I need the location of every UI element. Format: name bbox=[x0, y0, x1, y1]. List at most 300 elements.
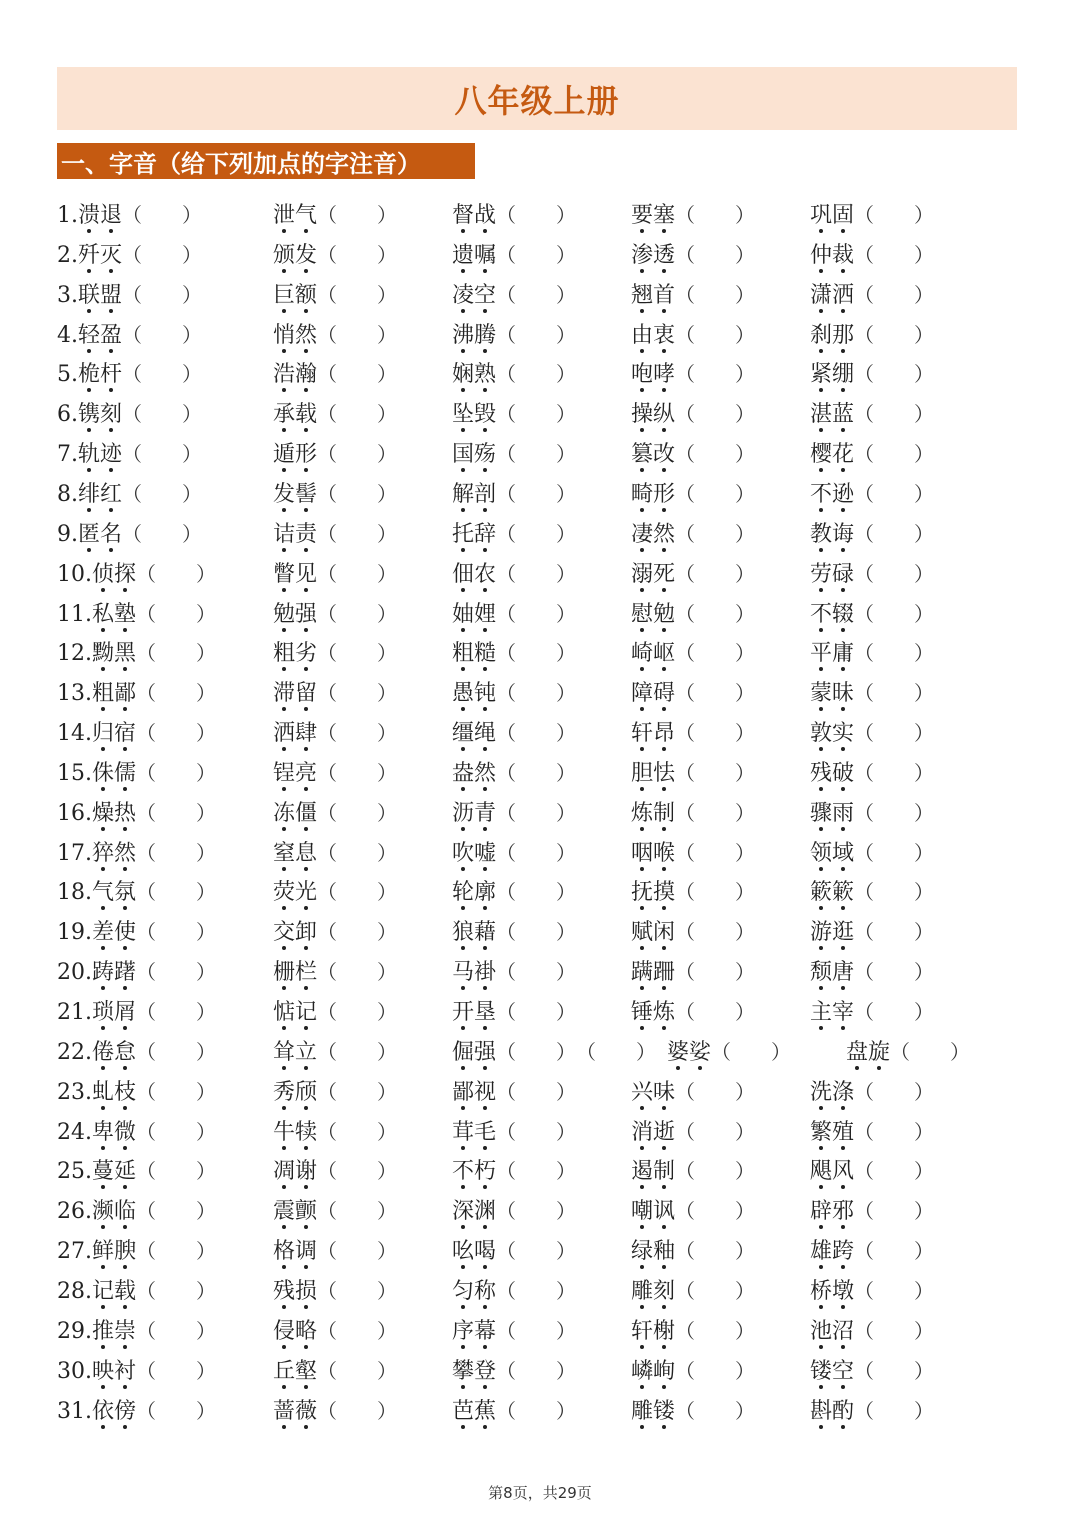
pinyin-answer-blank[interactable]: （ ） bbox=[675, 1079, 756, 1104]
pinyin-answer-blank[interactable]: （ ） bbox=[317, 362, 398, 387]
pinyin-answer-blank[interactable]: （ ） bbox=[496, 641, 577, 666]
pinyin-answer-blank[interactable]: （ ） bbox=[496, 1318, 577, 1343]
emphasis-dot-icon bbox=[109, 309, 113, 313]
emphasis-dot-icon bbox=[461, 548, 465, 552]
pinyin-answer-blank[interactable]: （ ） bbox=[317, 442, 398, 467]
emphasis-dot-icon bbox=[640, 229, 644, 233]
word-text: 发髻 bbox=[273, 481, 318, 507]
pinyin-answer-blank[interactable]: （ ） bbox=[317, 1358, 398, 1383]
word-text: 荧光 bbox=[273, 880, 318, 906]
pinyin-answer-blank[interactable]: （ ） bbox=[675, 242, 756, 267]
exercise-item bbox=[273, 275, 397, 315]
word-text: 鄙视 bbox=[452, 1079, 497, 1105]
emphasis-dot-icon bbox=[483, 667, 487, 671]
word-text: 颁发 bbox=[273, 242, 318, 268]
pinyin-answer-blank[interactable]: （ ） bbox=[136, 561, 217, 586]
emphasis-dot-icon bbox=[662, 867, 666, 871]
pinyin-answer-blank[interactable]: （ ） bbox=[136, 1039, 217, 1064]
pinyin-answer-blank[interactable]: （ ） bbox=[136, 760, 217, 785]
emphasis-dot-icon bbox=[282, 508, 286, 512]
exercise-item bbox=[810, 872, 934, 912]
target-word bbox=[810, 953, 854, 993]
pinyin-answer-blank[interactable]: （ ） bbox=[136, 960, 217, 985]
item-number: 31. bbox=[57, 1398, 92, 1424]
pinyin-answer-blank[interactable]: （ ） bbox=[317, 681, 398, 706]
word-text: 承载 bbox=[273, 402, 318, 428]
pinyin-answer-blank[interactable]: （ ） bbox=[675, 481, 756, 506]
pinyin-answer-blank[interactable]: （ ） bbox=[496, 721, 577, 746]
pinyin-answer-blank[interactable]: （ ） bbox=[675, 1318, 756, 1343]
exercise-item bbox=[273, 394, 397, 434]
target-word bbox=[452, 1272, 496, 1312]
emphasis-dot-icon bbox=[461, 309, 465, 313]
exercise-item bbox=[452, 1351, 576, 1391]
pinyin-answer-blank[interactable]: （ ） bbox=[496, 880, 577, 905]
word-text: 解剖 bbox=[452, 481, 497, 507]
pinyin-answer-blank[interactable]: （ ） bbox=[496, 402, 577, 427]
emphasis-dot-icon bbox=[841, 428, 845, 432]
pinyin-answer-blank[interactable]: （ ） bbox=[317, 760, 398, 785]
exercise-item bbox=[273, 434, 397, 474]
word-text: 秀颀 bbox=[273, 1079, 318, 1105]
pinyin-answer-blank[interactable]: （ ） bbox=[317, 402, 398, 427]
pinyin-answer-blank[interactable]: （ ） bbox=[136, 800, 217, 825]
pinyin-answer-blank[interactable]: （ ） bbox=[136, 1000, 217, 1024]
exercise-row bbox=[0, 1351, 1080, 1391]
pinyin-answer-blank[interactable]: （ ） bbox=[496, 681, 577, 706]
pinyin-answer-blank[interactable]: （ ） bbox=[496, 601, 577, 626]
pinyin-answer-blank[interactable]: （ ） bbox=[136, 1318, 217, 1343]
exercise-item bbox=[452, 235, 576, 275]
pinyin-answer-blank[interactable]: （ ） bbox=[675, 721, 756, 746]
word-text: 雄跨 bbox=[810, 1239, 855, 1265]
pinyin-answer-blank[interactable]: （ ） bbox=[854, 1159, 935, 1184]
pinyin-answer-blank[interactable]: （ ） bbox=[675, 521, 756, 546]
target-word bbox=[92, 913, 136, 953]
pinyin-answer-blank[interactable]: （ ） bbox=[317, 481, 398, 506]
pinyin-answer-blank[interactable]: （ ） bbox=[675, 1199, 756, 1224]
item-number: 30. bbox=[57, 1358, 92, 1384]
emphasis-dot-icon bbox=[282, 747, 286, 751]
target-word bbox=[631, 754, 675, 794]
pinyin-answer-blank[interactable]: （ ） bbox=[854, 1398, 935, 1423]
pinyin-answer-blank[interactable]: （ ） bbox=[496, 282, 577, 307]
exercise-item bbox=[57, 394, 202, 434]
exercise-row bbox=[0, 872, 1080, 912]
emphasis-dot-icon bbox=[123, 986, 127, 990]
exercise-item bbox=[631, 1311, 755, 1351]
pinyin-answer-blank[interactable]: （ ） bbox=[675, 840, 756, 865]
pinyin-answer-blank[interactable]: （ ） bbox=[122, 362, 203, 387]
target-word bbox=[452, 276, 496, 316]
word-text: 开垦 bbox=[452, 1000, 497, 1025]
pinyin-answer-blank[interactable]: （ ） bbox=[496, 1079, 577, 1104]
word-text: 斟酌 bbox=[810, 1398, 855, 1424]
pinyin-answer-blank[interactable]: （ ） bbox=[317, 1398, 398, 1423]
emphasis-dot-icon bbox=[101, 1066, 105, 1070]
pinyin-answer-blank[interactable]: （ ） bbox=[854, 322, 935, 347]
target-word bbox=[273, 595, 317, 635]
item-number: 26. bbox=[57, 1199, 92, 1225]
exercise-item bbox=[810, 793, 934, 833]
pinyin-answer-blank[interactable]: （ ） bbox=[317, 1239, 398, 1264]
pinyin-answer-blank[interactable]: （ ） bbox=[136, 1159, 217, 1184]
target-word bbox=[273, 196, 317, 236]
exercise-row bbox=[0, 952, 1080, 992]
emphasis-dot-icon bbox=[282, 986, 286, 990]
emphasis-dot-icon bbox=[123, 1265, 127, 1269]
pinyin-answer-blank[interactable]: （ ） bbox=[854, 242, 935, 267]
word-text: 愚钝 bbox=[452, 681, 497, 707]
pinyin-answer-blank[interactable]: （ ） bbox=[136, 721, 217, 746]
pinyin-answer-blank[interactable]: （ ） bbox=[675, 362, 756, 387]
target-word bbox=[92, 1312, 136, 1352]
target-word bbox=[273, 834, 317, 874]
pinyin-answer-blank[interactable]: （ ） bbox=[675, 920, 756, 945]
pinyin-answer-blank[interactable]: （ ） bbox=[136, 840, 217, 865]
target-word bbox=[273, 1152, 317, 1192]
pinyin-answer-blank[interactable]: （ ） bbox=[496, 561, 577, 586]
pinyin-answer-blank[interactable]: （ ） bbox=[576, 1039, 657, 1064]
word-text: 轩榭 bbox=[631, 1318, 676, 1344]
exercise-row bbox=[0, 912, 1080, 952]
target-word bbox=[810, 754, 854, 794]
pinyin-answer-blank[interactable]: （ ） bbox=[675, 800, 756, 825]
pinyin-answer-blank[interactable]: （ ） bbox=[122, 282, 203, 307]
pinyin-answer-blank[interactable]: （ ） bbox=[496, 521, 577, 546]
pinyin-answer-blank[interactable]: （ ） bbox=[675, 960, 756, 985]
pinyin-answer-blank[interactable]: （ ） bbox=[496, 203, 577, 227]
pinyin-answer-blank[interactable]: （ ） bbox=[854, 521, 935, 546]
pinyin-answer-blank[interactable]: （ ） bbox=[854, 1000, 935, 1024]
target-word bbox=[631, 913, 675, 953]
exercise-item bbox=[452, 1271, 576, 1311]
emphasis-dot-icon bbox=[101, 628, 105, 632]
item-number: 9. bbox=[57, 521, 78, 547]
emphasis-dot-icon bbox=[101, 1225, 105, 1229]
pinyin-answer-blank[interactable]: （ ） bbox=[496, 1119, 577, 1144]
pinyin-answer-blank[interactable]: （ ） bbox=[136, 1119, 217, 1144]
pinyin-answer-blank[interactable]: （ ） bbox=[854, 721, 935, 746]
emphasis-dot-icon bbox=[483, 1345, 487, 1349]
pinyin-answer-blank[interactable]: （ ） bbox=[854, 1119, 935, 1144]
emphasis-dot-icon bbox=[101, 906, 105, 910]
pinyin-answer-blank[interactable]: （ ） bbox=[854, 1278, 935, 1303]
pinyin-answer-blank[interactable]: （ ） bbox=[854, 561, 935, 586]
pinyin-answer-blank[interactable]: （ ） bbox=[675, 1398, 756, 1423]
pinyin-answer-blank[interactable]: （ ） bbox=[496, 1159, 577, 1184]
exercise-row bbox=[0, 275, 1080, 315]
pinyin-answer-blank[interactable]: （ ） bbox=[317, 1199, 398, 1224]
word-text: 主宰 bbox=[810, 1000, 855, 1025]
pinyin-answer-blank[interactable]: （ ） bbox=[317, 960, 398, 985]
pinyin-answer-blank[interactable]: （ ） bbox=[317, 1159, 398, 1184]
pinyin-answer-blank[interactable]: （ ） bbox=[711, 1039, 792, 1064]
emphasis-dot-icon bbox=[109, 349, 113, 353]
pinyin-answer-blank[interactable]: （ ） bbox=[136, 1079, 217, 1104]
target-word bbox=[631, 634, 675, 674]
exercise-item bbox=[57, 1191, 216, 1231]
target-word bbox=[631, 276, 675, 316]
target-word bbox=[452, 435, 496, 475]
exercise-item bbox=[57, 195, 202, 235]
pinyin-answer-blank[interactable]: （ ） bbox=[317, 1039, 398, 1064]
exercise-item bbox=[631, 992, 755, 1032]
emphasis-dot-icon bbox=[819, 229, 823, 233]
emphasis-dot-icon bbox=[640, 747, 644, 751]
pinyin-answer-blank[interactable]: （ ） bbox=[317, 1079, 398, 1104]
pinyin-answer-blank[interactable]: （ ） bbox=[136, 601, 217, 626]
exercise-row bbox=[0, 235, 1080, 275]
exercise-item bbox=[810, 753, 934, 793]
pinyin-answer-blank[interactable]: （ ） bbox=[890, 1039, 971, 1064]
emphasis-dot-icon bbox=[483, 309, 487, 313]
pinyin-answer-blank[interactable]: （ ） bbox=[675, 601, 756, 626]
word-text: 兴味 bbox=[631, 1079, 676, 1105]
emphasis-dot-icon bbox=[662, 1026, 666, 1030]
pinyin-answer-blank[interactable]: （ ） bbox=[854, 641, 935, 666]
pinyin-answer-blank[interactable]: （ ） bbox=[122, 322, 203, 347]
emphasis-dot-icon bbox=[123, 906, 127, 910]
pinyin-answer-blank[interactable]: （ ） bbox=[136, 1358, 217, 1383]
word-text: 吆喝 bbox=[452, 1239, 497, 1265]
pinyin-answer-blank[interactable]: （ ） bbox=[496, 1039, 577, 1064]
pinyin-answer-blank[interactable]: （ ） bbox=[122, 442, 203, 467]
pinyin-answer-blank[interactable]: （ ） bbox=[317, 561, 398, 586]
word-text: 攀登 bbox=[452, 1358, 497, 1384]
target-word bbox=[452, 475, 496, 515]
pinyin-answer-blank[interactable]: （ ） bbox=[496, 960, 577, 985]
pinyin-answer-blank[interactable]: （ ） bbox=[854, 282, 935, 307]
pinyin-answer-blank[interactable]: （ ） bbox=[675, 1278, 756, 1303]
word-text: 巩固 bbox=[810, 203, 855, 228]
page-title: 八年级上册 bbox=[454, 81, 620, 120]
target-word bbox=[273, 236, 317, 276]
pinyin-answer-blank[interactable]: （ ） bbox=[317, 920, 398, 945]
pinyin-answer-blank[interactable]: （ ） bbox=[317, 282, 398, 307]
pinyin-answer-blank[interactable]: （ ） bbox=[122, 521, 203, 546]
pinyin-answer-blank[interactable]: （ ） bbox=[496, 322, 577, 347]
pinyin-answer-blank[interactable]: （ ） bbox=[854, 880, 935, 905]
pinyin-answer-blank[interactable]: （ ） bbox=[317, 840, 398, 865]
emphasis-dot-icon bbox=[662, 1265, 666, 1269]
emphasis-dot-icon bbox=[282, 588, 286, 592]
emphasis-dot-icon bbox=[483, 1185, 487, 1189]
target-word bbox=[273, 1312, 317, 1352]
word-text: 匿名 bbox=[78, 521, 123, 547]
emphasis-dot-icon bbox=[819, 269, 823, 273]
pinyin-answer-blank[interactable]: （ ） bbox=[854, 402, 935, 427]
pinyin-answer-blank[interactable]: （ ） bbox=[854, 960, 935, 985]
exercise-item bbox=[631, 793, 755, 833]
pinyin-answer-blank[interactable]: （ ） bbox=[136, 1239, 217, 1264]
emphasis-dot-icon bbox=[662, 667, 666, 671]
pinyin-answer-blank[interactable]: （ ） bbox=[317, 322, 398, 347]
pinyin-answer-blank[interactable]: （ ） bbox=[317, 242, 398, 267]
pinyin-answer-blank[interactable]: （ ） bbox=[675, 1159, 756, 1184]
pinyin-answer-blank[interactable]: （ ） bbox=[854, 601, 935, 626]
target-word bbox=[810, 873, 854, 913]
pinyin-answer-blank[interactable]: （ ） bbox=[496, 1278, 577, 1303]
exercise-item bbox=[452, 992, 576, 1032]
exercise-item bbox=[57, 713, 216, 753]
word-text: 踌躇 bbox=[92, 960, 137, 986]
pinyin-answer-blank[interactable]: （ ） bbox=[136, 1398, 217, 1423]
exercise-item bbox=[273, 1311, 397, 1351]
emphasis-dot-icon bbox=[282, 349, 286, 353]
pinyin-answer-blank[interactable]: （ ） bbox=[496, 840, 577, 865]
pinyin-answer-blank[interactable]: （ ） bbox=[122, 203, 203, 227]
pinyin-answer-blank[interactable]: （ ） bbox=[122, 402, 203, 427]
pinyin-answer-blank[interactable]: （ ） bbox=[675, 641, 756, 666]
exercise-item bbox=[631, 1391, 755, 1431]
pinyin-answer-blank[interactable]: （ ） bbox=[854, 800, 935, 825]
pinyin-answer-blank[interactable]: （ ） bbox=[496, 481, 577, 506]
pinyin-answer-blank[interactable]: （ ） bbox=[317, 1318, 398, 1343]
target-word bbox=[452, 595, 496, 635]
target-word bbox=[452, 395, 496, 435]
pinyin-answer-blank[interactable]: （ ） bbox=[854, 1199, 935, 1224]
pinyin-answer-blank[interactable]: （ ） bbox=[854, 920, 935, 945]
exercise-item bbox=[57, 952, 216, 992]
target-word bbox=[810, 236, 854, 276]
pinyin-answer-blank[interactable]: （ ） bbox=[317, 601, 398, 626]
emphasis-dot-icon bbox=[282, 946, 286, 950]
emphasis-dot-icon bbox=[123, 667, 127, 671]
pinyin-answer-blank[interactable]: （ ） bbox=[496, 1398, 577, 1423]
pinyin-answer-blank[interactable]: （ ） bbox=[136, 681, 217, 706]
exercise-item bbox=[810, 1191, 934, 1231]
pinyin-answer-blank[interactable]: （ ） bbox=[675, 1119, 756, 1144]
pinyin-answer-blank[interactable]: （ ） bbox=[317, 1119, 398, 1144]
pinyin-answer-blank[interactable]: （ ） bbox=[675, 681, 756, 706]
emphasis-dot-icon bbox=[123, 1185, 127, 1189]
pinyin-answer-blank[interactable]: （ ） bbox=[317, 1000, 398, 1024]
exercise-item bbox=[57, 1351, 216, 1391]
emphasis-dot-icon bbox=[841, 508, 845, 512]
pinyin-answer-blank[interactable]: （ ） bbox=[496, 920, 577, 945]
item-number: 21. bbox=[57, 1000, 92, 1025]
word-text: 吹嘘 bbox=[452, 840, 497, 866]
target-word bbox=[631, 1113, 675, 1153]
emphasis-dot-icon bbox=[461, 468, 465, 472]
pinyin-answer-blank[interactable]: （ ） bbox=[675, 203, 756, 227]
word-text: 倔强 bbox=[452, 1039, 497, 1065]
target-word bbox=[452, 754, 496, 794]
emphasis-dot-icon bbox=[461, 906, 465, 910]
exercise-item bbox=[57, 594, 216, 634]
pinyin-answer-blank[interactable]: （ ） bbox=[675, 282, 756, 307]
pinyin-answer-blank[interactable]: （ ） bbox=[317, 1278, 398, 1303]
pinyin-answer-blank[interactable]: （ ） bbox=[854, 481, 935, 506]
emphasis-dot-icon bbox=[123, 628, 127, 632]
pinyin-answer-blank[interactable]: （ ） bbox=[496, 800, 577, 825]
pinyin-answer-blank[interactable]: （ ） bbox=[854, 1318, 935, 1343]
pinyin-answer-blank[interactable]: （ ） bbox=[136, 920, 217, 945]
exercise-item bbox=[273, 1072, 397, 1112]
exercise-item bbox=[57, 275, 202, 315]
pinyin-answer-blank[interactable]: （ ） bbox=[854, 1239, 935, 1264]
emphasis-dot-icon bbox=[819, 349, 823, 353]
target-word bbox=[631, 595, 675, 635]
exercise-item bbox=[273, 912, 397, 952]
target-word bbox=[78, 475, 122, 515]
pinyin-answer-blank[interactable]: （ ） bbox=[496, 1239, 577, 1264]
exercise-item bbox=[631, 1271, 755, 1311]
pinyin-answer-blank[interactable]: （ ） bbox=[675, 1358, 756, 1383]
pinyin-answer-blank[interactable]: （ ） bbox=[496, 362, 577, 387]
word-text: 私塾 bbox=[92, 601, 137, 627]
pinyin-answer-blank[interactable]: （ ） bbox=[675, 442, 756, 467]
pinyin-answer-blank[interactable]: （ ） bbox=[854, 1358, 935, 1383]
word-text: 凌空 bbox=[452, 282, 497, 308]
exercise-item bbox=[273, 872, 397, 912]
pinyin-answer-blank[interactable]: （ ） bbox=[854, 840, 935, 865]
pinyin-answer-blank[interactable]: （ ） bbox=[675, 1239, 756, 1264]
target-word bbox=[92, 1232, 136, 1272]
pinyin-answer-blank[interactable]: （ ） bbox=[496, 1199, 577, 1224]
pinyin-answer-blank[interactable]: （ ） bbox=[854, 203, 935, 227]
pinyin-answer-blank[interactable]: （ ） bbox=[317, 721, 398, 746]
emphasis-dot-icon bbox=[841, 827, 845, 831]
pinyin-answer-blank[interactable]: （ ） bbox=[496, 760, 577, 785]
pinyin-answer-blank[interactable]: （ ） bbox=[317, 880, 398, 905]
pinyin-answer-blank[interactable]: （ ） bbox=[136, 880, 217, 905]
pinyin-answer-blank[interactable]: （ ） bbox=[136, 641, 217, 666]
emphasis-dot-icon bbox=[483, 468, 487, 472]
exercise-item bbox=[631, 912, 755, 952]
pinyin-answer-blank[interactable]: （ ） bbox=[496, 442, 577, 467]
emphasis-dot-icon bbox=[101, 707, 105, 711]
pinyin-answer-blank[interactable]: （ ） bbox=[122, 481, 203, 506]
pinyin-answer-blank[interactable]: （ ） bbox=[317, 203, 398, 227]
pinyin-answer-blank[interactable]: （ ） bbox=[854, 681, 935, 706]
emphasis-dot-icon bbox=[123, 1225, 127, 1229]
pinyin-answer-blank[interactable]: （ ） bbox=[854, 760, 935, 785]
emphasis-dot-icon bbox=[841, 1425, 845, 1429]
pinyin-answer-blank[interactable]: （ ） bbox=[675, 561, 756, 586]
target-word bbox=[810, 634, 854, 674]
pinyin-answer-blank[interactable]: （ ） bbox=[675, 760, 756, 785]
pinyin-answer-blank[interactable]: （ ） bbox=[317, 800, 398, 825]
pinyin-answer-blank[interactable]: （ ） bbox=[317, 641, 398, 666]
pinyin-answer-blank[interactable]: （ ） bbox=[675, 322, 756, 347]
word-text: 勉强 bbox=[273, 601, 318, 627]
pinyin-answer-blank[interactable]: （ ） bbox=[854, 362, 935, 387]
emphasis-dot-icon bbox=[640, 1146, 644, 1150]
emphasis-dot-icon bbox=[662, 906, 666, 910]
emphasis-dot-icon bbox=[101, 787, 105, 791]
pinyin-answer-blank[interactable]: （ ） bbox=[496, 242, 577, 267]
pinyin-answer-blank[interactable]: （ ） bbox=[675, 1000, 756, 1024]
pinyin-answer-blank[interactable]: （ ） bbox=[854, 1079, 935, 1104]
pinyin-answer-blank[interactable]: （ ） bbox=[675, 880, 756, 905]
exercise-item bbox=[57, 1072, 216, 1112]
pinyin-answer-blank[interactable]: （ ） bbox=[122, 242, 203, 267]
pinyin-answer-blank[interactable]: （ ） bbox=[496, 1000, 577, 1024]
emphasis-dot-icon bbox=[640, 986, 644, 990]
pinyin-answer-blank[interactable]: （ ） bbox=[496, 1358, 577, 1383]
emphasis-dot-icon bbox=[819, 1146, 823, 1150]
pinyin-answer-blank[interactable]: （ ） bbox=[136, 1199, 217, 1224]
pinyin-answer-blank[interactable]: （ ） bbox=[675, 402, 756, 427]
emphasis-dot-icon bbox=[282, 667, 286, 671]
exercise-row bbox=[0, 474, 1080, 514]
exercise-item bbox=[810, 713, 934, 753]
pinyin-answer-blank[interactable]: （ ） bbox=[854, 442, 935, 467]
pinyin-answer-blank[interactable]: （ ） bbox=[136, 1278, 217, 1303]
pinyin-answer-blank[interactable]: （ ） bbox=[317, 521, 398, 546]
